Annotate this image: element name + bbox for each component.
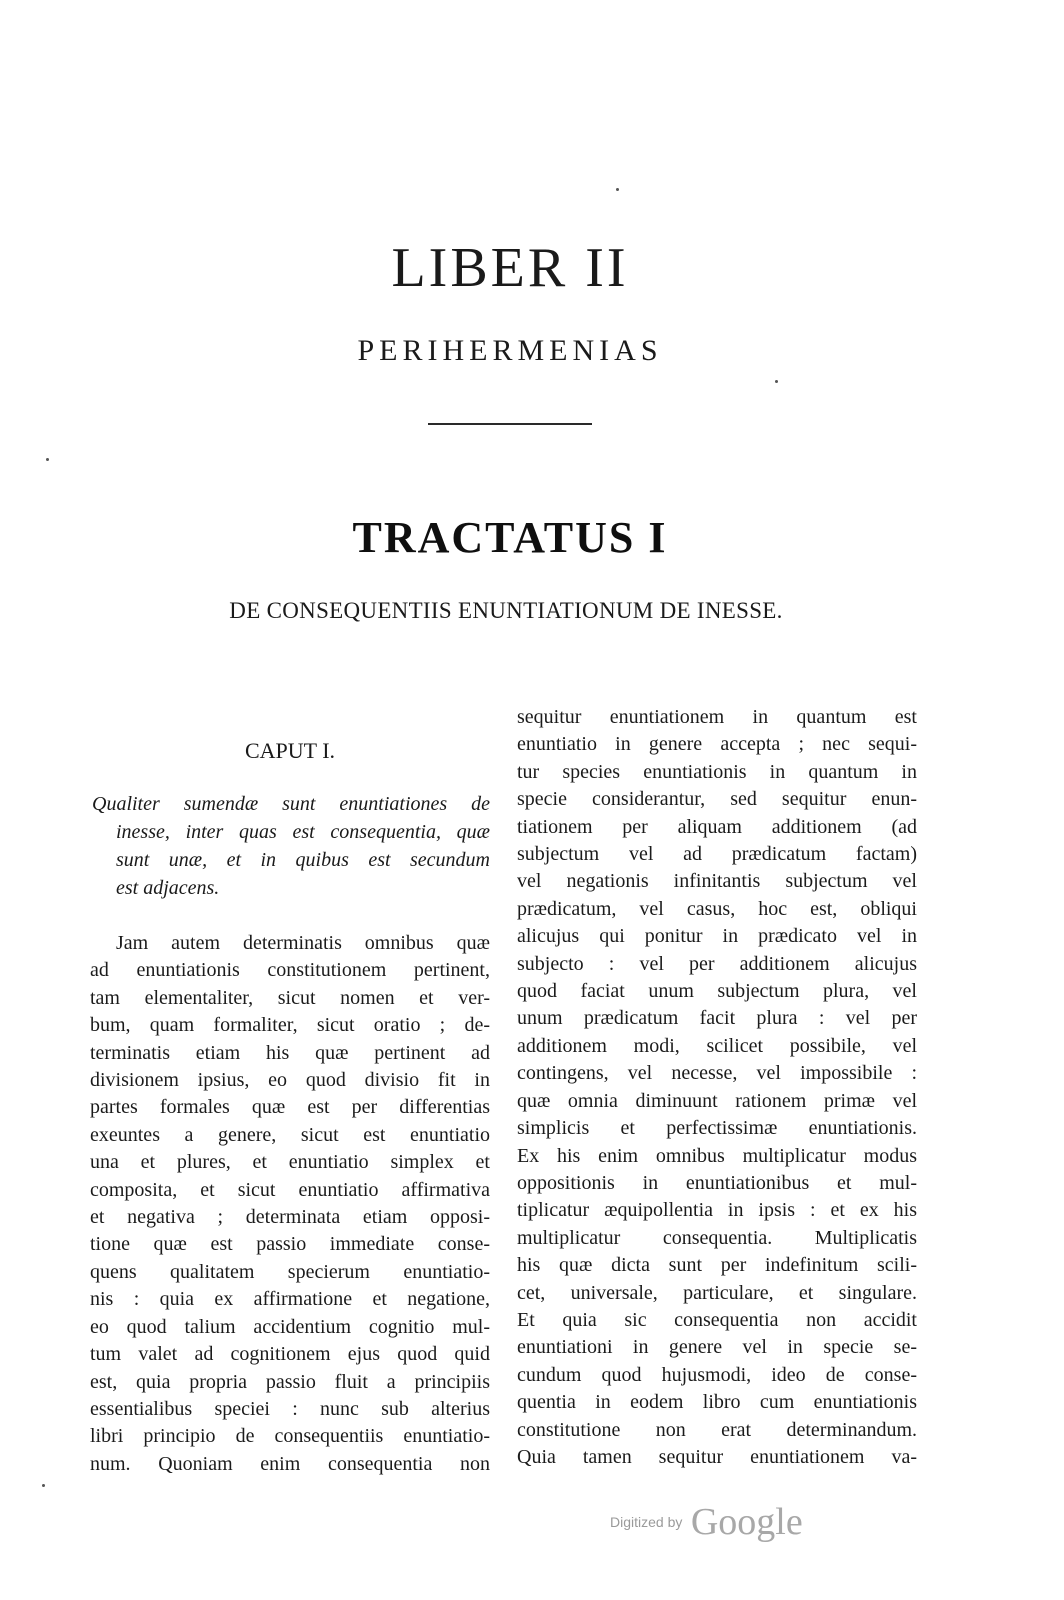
text-line: oppositionis in enuntiationibus et mul- xyxy=(517,1171,917,1194)
text-line: tiplicatur æquipollentia in ipsis : et ex his xyxy=(517,1199,917,1222)
text-line: divisionem ipsius, eo quod divisio fit in xyxy=(90,1069,490,1092)
chapter-heading: CAPUT I. xyxy=(244,738,336,763)
text-line: specie considerantur, sed sequitur enun- xyxy=(517,788,917,811)
text-line: quæ omnia diminuunt rationem primæ vel xyxy=(517,1089,917,1112)
text-line: bum, quam formaliter, sicut oratio ; de- xyxy=(90,1014,490,1037)
text-line: tam elementaliter, sicut nomen et ver- xyxy=(90,986,490,1009)
text-line: simplicis et perfectissimæ enuntiationis. xyxy=(517,1117,917,1140)
summary-line: est adjacens. xyxy=(116,877,220,899)
book-title: PERIHERMENIAS xyxy=(357,334,663,367)
text-line: quod faciat unum subjectum plura, vel xyxy=(517,980,917,1003)
digitized-watermark xyxy=(610,1500,803,1544)
text-line: sequitur enuntiationem in quantum est xyxy=(517,706,917,728)
text-line: enuntiationi in genere vel in specie se- xyxy=(517,1336,917,1359)
google-logo: Google xyxy=(690,1501,803,1543)
text-line: et negativa ; determinata etiam opposi- xyxy=(90,1206,490,1229)
text-line: libri principio de consequentiis enuntiatio- xyxy=(90,1425,490,1448)
tractatus-subtitle: DE CONSEQUENTIIS ENUNTIATIONUM DE INESSE. xyxy=(229,598,783,623)
text-line: tiationem per aliquam additionem (ad xyxy=(517,815,917,838)
text-line: quentia in eodem libro cum enuntiationis xyxy=(517,1391,917,1414)
scan-speck xyxy=(775,380,778,383)
text-line: tione quæ est passio immediate conse- xyxy=(90,1233,490,1256)
text-line: enuntiatio in genere accepta ; nec sequi- xyxy=(517,733,917,756)
text-line: una et plures, et enuntiatio simplex et xyxy=(90,1151,490,1174)
text-line: terminatis etiam his quæ pertinent ad xyxy=(90,1041,490,1064)
text-line: num. Quoniam enim consequentia non xyxy=(90,1452,490,1475)
text-line: contingens, vel necesse, vel impossibile : xyxy=(517,1062,917,1085)
tractatus-heading: TRACTATUS I xyxy=(352,513,668,562)
text-line: his quæ dicta sunt per indefinitum scili- xyxy=(517,1254,917,1277)
text-line: composita, et sicut enuntiatio affirmativa xyxy=(90,1178,490,1201)
text-line: quens qualitatem specierum enuntiatio- xyxy=(90,1260,490,1283)
text-line: nis : quia ex affirmatione et negatione, xyxy=(90,1288,490,1311)
scan-speck xyxy=(46,458,49,461)
text-line: constitutione non erat determinandum. xyxy=(517,1418,917,1441)
summary-line: inesse, inter quas est consequentia, quæ xyxy=(116,821,490,843)
text-line: alicujus qui ponitur in prædicato vel in xyxy=(517,925,917,948)
text-line: Quia tamen sequitur enuntiationem va- xyxy=(517,1445,917,1468)
chapter-summary xyxy=(92,790,490,902)
text-line: additionem modi, scilicet possibile, vel xyxy=(517,1034,917,1057)
scan-speck xyxy=(42,1484,45,1487)
text-line: tur species enuntiationis in quantum in xyxy=(517,760,917,783)
text-line: Jam autem determinatis omnibus quæ xyxy=(116,932,490,954)
text-line: partes formales quæ est per differentias xyxy=(90,1096,490,1119)
scan-speck xyxy=(616,188,619,191)
book-number-heading: LIBER II xyxy=(391,237,629,299)
text-line: eo quod talium accidentium cognitio mul- xyxy=(90,1315,490,1338)
separator-rule xyxy=(428,423,592,425)
summary-line: sunt unæ, et in quibus est secundum xyxy=(116,849,490,871)
left-column-text xyxy=(90,930,490,1478)
text-line: exeuntes a genere, sicut est enuntiatio xyxy=(90,1123,490,1146)
right-column-text xyxy=(517,704,917,1471)
text-line: tum valet ad cognitionem ejus quod quid xyxy=(90,1343,490,1366)
digitized-label: Digitized by xyxy=(610,1514,683,1530)
text-line: cundum quod hujusmodi, ideo de conse- xyxy=(517,1363,917,1386)
text-line: cet, universale, particulare, et singulare. xyxy=(517,1281,917,1304)
text-line: subjectum vel ad prædicatum factam) xyxy=(517,843,917,866)
text-line: prædicatum, vel casus, hoc est, obliqui xyxy=(517,897,917,920)
text-line: Ex his enim omnibus multiplicatur modus xyxy=(517,1144,917,1167)
text-line: multiplicatur consequentia. Multiplicatis xyxy=(517,1226,917,1249)
text-line: subjecto : vel per additionem alicujus xyxy=(517,952,917,975)
text-line: ad enuntiationis constitutionem pertinent, xyxy=(90,959,490,982)
summary-line: Qualiter sumendæ sunt enuntiationes de xyxy=(92,793,490,815)
text-line: unum prædicatum facit plura : vel per xyxy=(517,1007,917,1030)
text-line: est, quia propria passio fluit a principiis xyxy=(90,1370,490,1393)
text-line: essentialibus speciei : nunc sub alterius xyxy=(90,1397,490,1420)
text-line: Et quia sic consequentia non accidit xyxy=(517,1308,917,1331)
text-line: vel negationis infinitantis subjectum vel xyxy=(517,870,917,893)
